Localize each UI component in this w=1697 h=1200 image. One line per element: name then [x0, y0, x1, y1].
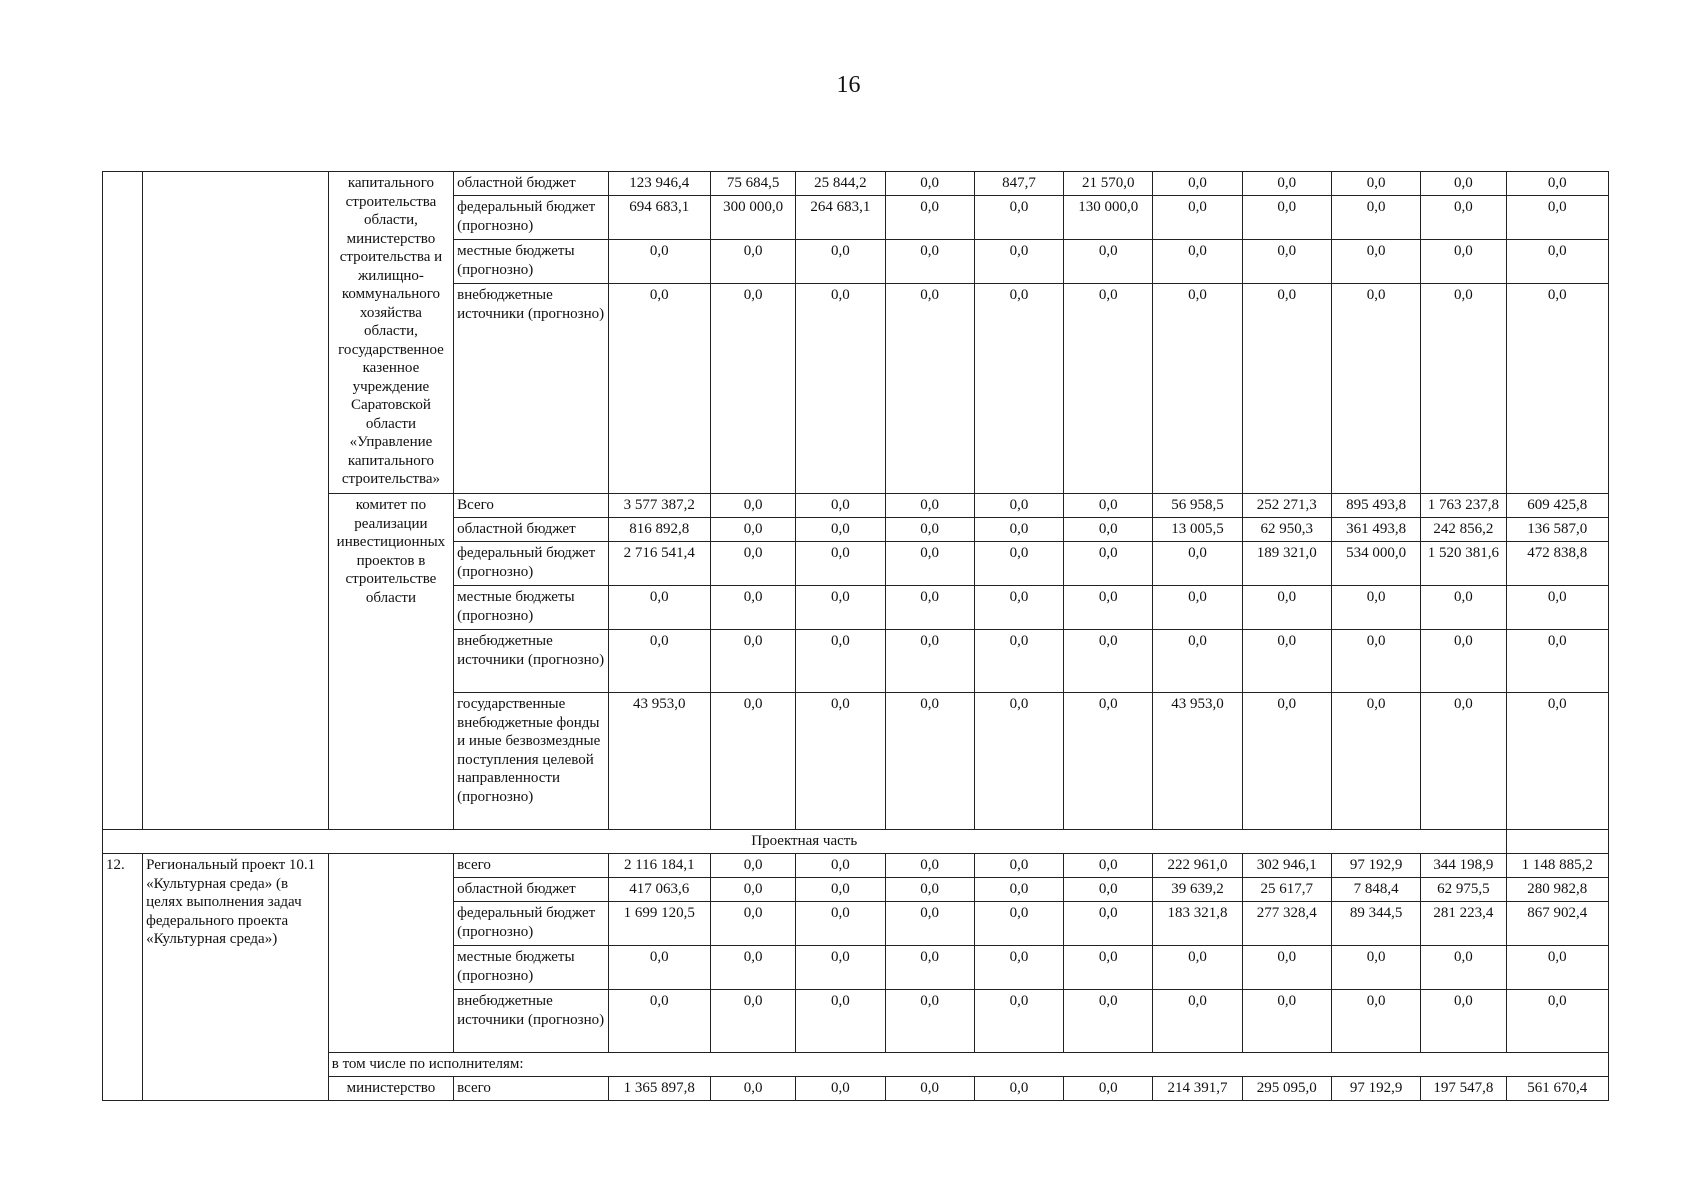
amount-cell: 0,0 — [796, 586, 885, 630]
amount-cell: 0,0 — [796, 902, 885, 946]
amount-cell: 0,0 — [1153, 630, 1242, 693]
amount-cell: 609 425,8 — [1506, 494, 1609, 518]
amount-cell: 0,0 — [710, 878, 795, 902]
budget-table — [102, 171, 1609, 1101]
amount-cell: 0,0 — [1242, 630, 1331, 693]
amount-cell: 0,0 — [974, 693, 1063, 830]
amount-cell: 295 095,0 — [1242, 1077, 1331, 1101]
amount-cell: 0,0 — [608, 586, 710, 630]
amount-cell: 21 570,0 — [1064, 172, 1153, 196]
amount-cell: 0,0 — [885, 494, 974, 518]
funding-source: федеральный бюджет (прогнозно) — [454, 196, 609, 240]
amount-cell: 0,0 — [885, 1077, 974, 1101]
amount-cell: 1 520 381,6 — [1421, 542, 1506, 586]
amount-cell: 0,0 — [885, 172, 974, 196]
amount-cell: 0,0 — [974, 1077, 1063, 1101]
funding-source: всего — [454, 1077, 609, 1101]
amount-cell: 0,0 — [885, 518, 974, 542]
amount-cell: 97 192,9 — [1331, 854, 1420, 878]
amount-cell: 0,0 — [974, 494, 1063, 518]
amount-cell: 0,0 — [1064, 902, 1153, 946]
amount-cell: 0,0 — [1153, 990, 1242, 1053]
amount-cell: 1 148 885,2 — [1506, 854, 1609, 878]
funding-source: федеральный бюджет (прогнозно) — [454, 902, 609, 946]
amount-cell: 0,0 — [796, 878, 885, 902]
amount-cell: 123 946,4 — [608, 172, 710, 196]
amount-cell: 0,0 — [1064, 518, 1153, 542]
amount-cell: 0,0 — [608, 284, 710, 494]
amount-cell: 0,0 — [974, 902, 1063, 946]
table-row — [103, 854, 1609, 878]
amount-cell: 0,0 — [710, 518, 795, 542]
amount-cell: 1 763 237,8 — [1421, 494, 1506, 518]
table-row — [103, 1077, 1609, 1101]
funding-source: всего — [454, 854, 609, 878]
amount-cell: 0,0 — [1506, 196, 1609, 240]
amount-cell: 0,0 — [1153, 196, 1242, 240]
amount-cell: 0,0 — [885, 542, 974, 586]
amount-cell: 0,0 — [608, 946, 710, 990]
amount-cell: 0,0 — [710, 693, 795, 830]
funding-source: федеральный бюджет (прогнозно) — [454, 542, 609, 586]
amount-cell: 0,0 — [885, 693, 974, 830]
blank-cell — [103, 172, 143, 830]
amount-cell: 694 683,1 — [608, 196, 710, 240]
amount-cell: 0,0 — [885, 196, 974, 240]
amount-cell: 0,0 — [796, 494, 885, 518]
amount-cell: 0,0 — [1242, 946, 1331, 990]
project-section-body — [103, 830, 1609, 1101]
amount-cell: 43 953,0 — [608, 693, 710, 830]
amount-cell: 62 950,3 — [1242, 518, 1331, 542]
amount-cell: 0,0 — [1331, 586, 1420, 630]
amount-cell: 0,0 — [1506, 284, 1609, 494]
amount-cell: 0,0 — [796, 240, 885, 284]
amount-cell: 0,0 — [1421, 172, 1506, 196]
amount-cell: 0,0 — [974, 542, 1063, 586]
executor-cell: комитет по реализации инвестиционных проектов в строительстве области — [328, 494, 453, 830]
amount-cell: 0,0 — [885, 284, 974, 494]
amount-cell: 39 639,2 — [1153, 878, 1242, 902]
amount-cell: 189 321,0 — [1242, 542, 1331, 586]
amount-cell: 534 000,0 — [1331, 542, 1420, 586]
amount-cell: 56 958,5 — [1153, 494, 1242, 518]
amount-cell: 0,0 — [710, 990, 795, 1053]
amount-cell: 0,0 — [1331, 196, 1420, 240]
amount-cell: 0,0 — [1242, 284, 1331, 494]
amount-cell: 0,0 — [796, 990, 885, 1053]
amount-cell: 0,0 — [974, 518, 1063, 542]
amount-cell: 0,0 — [710, 240, 795, 284]
amount-cell: 0,0 — [1421, 693, 1506, 830]
amount-cell: 0,0 — [1064, 854, 1153, 878]
amount-cell: 0,0 — [1331, 990, 1420, 1053]
amount-cell: 0,0 — [1242, 586, 1331, 630]
amount-cell: 0,0 — [710, 494, 795, 518]
amount-cell: 895 493,8 — [1331, 494, 1420, 518]
amount-cell: 0,0 — [1064, 542, 1153, 586]
amount-cell: 0,0 — [710, 586, 795, 630]
section-title-row — [103, 830, 1609, 854]
funding-source: местные бюджеты (прогнозно) — [454, 240, 609, 284]
amount-cell: 0,0 — [1331, 630, 1420, 693]
amount-cell: 0,0 — [1064, 284, 1153, 494]
executors-label-row — [103, 1053, 1609, 1077]
amount-cell: 0,0 — [796, 518, 885, 542]
funding-source: местные бюджеты (прогнозно) — [454, 586, 609, 630]
amount-cell: 136 587,0 — [1506, 518, 1609, 542]
amount-cell: 0,0 — [1153, 542, 1242, 586]
amount-cell: 0,0 — [608, 630, 710, 693]
amount-cell: 222 961,0 — [1153, 854, 1242, 878]
amount-cell: 0,0 — [710, 284, 795, 494]
amount-cell: 0,0 — [796, 542, 885, 586]
amount-cell: 0,0 — [1153, 172, 1242, 196]
amount-cell: 0,0 — [1506, 172, 1609, 196]
amount-cell: 0,0 — [1331, 284, 1420, 494]
project-name: Региональный проект 10.1 «Культурная среда» (в целях выполнения задач федерального проекта «Культурная среда») — [143, 854, 329, 1101]
amount-cell: 361 493,8 — [1331, 518, 1420, 542]
amount-cell: 0,0 — [1064, 946, 1153, 990]
amount-cell: 2 116 184,1 — [608, 854, 710, 878]
amount-cell: 0,0 — [1064, 494, 1153, 518]
amount-cell: 43 953,0 — [1153, 693, 1242, 830]
blank-cell — [143, 172, 329, 830]
amount-cell: 0,0 — [974, 586, 1063, 630]
amount-cell: 0,0 — [1421, 240, 1506, 284]
amount-cell: 280 982,8 — [1506, 878, 1609, 902]
funding-source: внебюджетные источники (прогнозно) — [454, 990, 609, 1053]
amount-cell: 847,7 — [974, 172, 1063, 196]
amount-cell: 0,0 — [796, 1077, 885, 1101]
amount-cell: 183 321,8 — [1153, 902, 1242, 946]
amount-cell: 1 365 897,8 — [608, 1077, 710, 1101]
amount-cell: 13 005,5 — [1153, 518, 1242, 542]
amount-cell: 0,0 — [974, 630, 1063, 693]
amount-cell: 0,0 — [1506, 240, 1609, 284]
blank-cell — [1506, 830, 1609, 854]
project-number: 12. — [103, 854, 143, 1101]
amount-cell: 3 577 387,2 — [608, 494, 710, 518]
amount-cell: 2 716 541,4 — [608, 542, 710, 586]
amount-cell: 0,0 — [1506, 946, 1609, 990]
executor-cell: капитального строительства области, министерство строительства и жилищно-коммунального хозяйства области, государственное казенное учреждение Саратовской области «Управление капитального строительства» — [328, 172, 453, 494]
amount-cell: 0,0 — [1153, 284, 1242, 494]
amount-cell: 0,0 — [1421, 990, 1506, 1053]
amount-cell: 0,0 — [1421, 586, 1506, 630]
amount-cell: 0,0 — [1331, 946, 1420, 990]
blank-cell — [328, 854, 453, 1053]
amount-cell: 0,0 — [1242, 196, 1331, 240]
amount-cell: 0,0 — [1506, 586, 1609, 630]
table-row — [103, 172, 1609, 196]
amount-cell: 0,0 — [796, 854, 885, 878]
amount-cell: 0,0 — [1421, 630, 1506, 693]
amount-cell: 0,0 — [974, 854, 1063, 878]
amount-cell: 0,0 — [796, 946, 885, 990]
amount-cell: 867 902,4 — [1506, 902, 1609, 946]
amount-cell: 0,0 — [1064, 878, 1153, 902]
amount-cell: 0,0 — [1242, 240, 1331, 284]
amount-cell: 0,0 — [1331, 240, 1420, 284]
funding-source: внебюджетные источники (прогнозно) — [454, 630, 609, 693]
funding-source: областной бюджет — [454, 518, 609, 542]
amount-cell: 0,0 — [608, 240, 710, 284]
amount-cell: 0,0 — [974, 240, 1063, 284]
amount-cell: 0,0 — [710, 946, 795, 990]
amount-cell: 281 223,4 — [1421, 902, 1506, 946]
amount-cell: 242 856,2 — [1421, 518, 1506, 542]
page-number: 16 — [836, 72, 861, 98]
section-a-body — [103, 172, 1609, 830]
amount-cell: 252 271,3 — [1242, 494, 1331, 518]
amount-cell: 0,0 — [1064, 1077, 1153, 1101]
amount-cell: 0,0 — [885, 902, 974, 946]
section-title: Проектная часть — [103, 830, 1507, 854]
amount-cell: 0,0 — [1242, 172, 1331, 196]
amount-cell: 0,0 — [608, 990, 710, 1053]
amount-cell: 0,0 — [885, 946, 974, 990]
amount-cell: 197 547,8 — [1421, 1077, 1506, 1101]
amount-cell: 0,0 — [885, 990, 974, 1053]
amount-cell: 0,0 — [1064, 990, 1153, 1053]
amount-cell: 0,0 — [796, 630, 885, 693]
amount-cell: 0,0 — [885, 854, 974, 878]
amount-cell: 0,0 — [1064, 630, 1153, 693]
amount-cell: 561 670,4 — [1506, 1077, 1609, 1101]
amount-cell: 25 844,2 — [796, 172, 885, 196]
amount-cell: 62 975,5 — [1421, 878, 1506, 902]
funding-source: областной бюджет — [454, 172, 609, 196]
amount-cell: 0,0 — [1064, 586, 1153, 630]
amount-cell: 0,0 — [710, 630, 795, 693]
amount-cell: 0,0 — [1421, 284, 1506, 494]
amount-cell: 0,0 — [1153, 240, 1242, 284]
amount-cell: 302 946,1 — [1242, 854, 1331, 878]
amount-cell: 277 328,4 — [1242, 902, 1331, 946]
amount-cell: 0,0 — [1506, 693, 1609, 830]
amount-cell: 0,0 — [974, 284, 1063, 494]
amount-cell: 0,0 — [974, 878, 1063, 902]
amount-cell: 0,0 — [710, 854, 795, 878]
amount-cell: 417 063,6 — [608, 878, 710, 902]
amount-cell: 0,0 — [885, 630, 974, 693]
amount-cell: 89 344,5 — [1331, 902, 1420, 946]
amount-cell: 0,0 — [974, 946, 1063, 990]
amount-cell: 25 617,7 — [1242, 878, 1331, 902]
amount-cell: 0,0 — [1421, 196, 1506, 240]
amount-cell: 75 684,5 — [710, 172, 795, 196]
amount-cell: 0,0 — [1506, 990, 1609, 1053]
amount-cell: 0,0 — [796, 284, 885, 494]
amount-cell: 130 000,0 — [1064, 196, 1153, 240]
amount-cell: 0,0 — [1242, 990, 1331, 1053]
amount-cell: 0,0 — [974, 196, 1063, 240]
amount-cell: 344 198,9 — [1421, 854, 1506, 878]
amount-cell: 0,0 — [1064, 693, 1153, 830]
amount-cell: 214 391,7 — [1153, 1077, 1242, 1101]
amount-cell: 0,0 — [1421, 946, 1506, 990]
funding-source: государственные внебюджетные фонды и иные безвозмездные поступления целевой направленности (прогнозно) — [454, 693, 609, 830]
amount-cell: 300 000,0 — [710, 196, 795, 240]
amount-cell: 264 683,1 — [796, 196, 885, 240]
amount-cell: 0,0 — [710, 902, 795, 946]
amount-cell: 0,0 — [885, 878, 974, 902]
amount-cell: 0,0 — [974, 990, 1063, 1053]
amount-cell: 0,0 — [1153, 946, 1242, 990]
executors-label: в том числе по исполнителям: — [328, 1053, 1608, 1077]
amount-cell: 1 699 120,5 — [608, 902, 710, 946]
funding-source: областной бюджет — [454, 878, 609, 902]
amount-cell: 816 892,8 — [608, 518, 710, 542]
executor-cell: министерство — [328, 1077, 453, 1101]
amount-cell: 0,0 — [1506, 630, 1609, 693]
amount-cell: 472 838,8 — [1506, 542, 1609, 586]
funding-source: внебюджетные источники (прогнозно) — [454, 284, 609, 494]
amount-cell: 0,0 — [710, 1077, 795, 1101]
funding-source: Всего — [454, 494, 609, 518]
funding-source: местные бюджеты (прогнозно) — [454, 946, 609, 990]
amount-cell: 0,0 — [710, 542, 795, 586]
amount-cell: 0,0 — [796, 693, 885, 830]
amount-cell: 7 848,4 — [1331, 878, 1420, 902]
amount-cell: 97 192,9 — [1331, 1077, 1420, 1101]
table-row — [103, 494, 1609, 518]
amount-cell: 0,0 — [1242, 693, 1331, 830]
amount-cell: 0,0 — [1153, 586, 1242, 630]
amount-cell: 0,0 — [1331, 172, 1420, 196]
amount-cell: 0,0 — [1331, 693, 1420, 830]
amount-cell: 0,0 — [885, 586, 974, 630]
amount-cell: 0,0 — [885, 240, 974, 284]
amount-cell: 0,0 — [1064, 240, 1153, 284]
